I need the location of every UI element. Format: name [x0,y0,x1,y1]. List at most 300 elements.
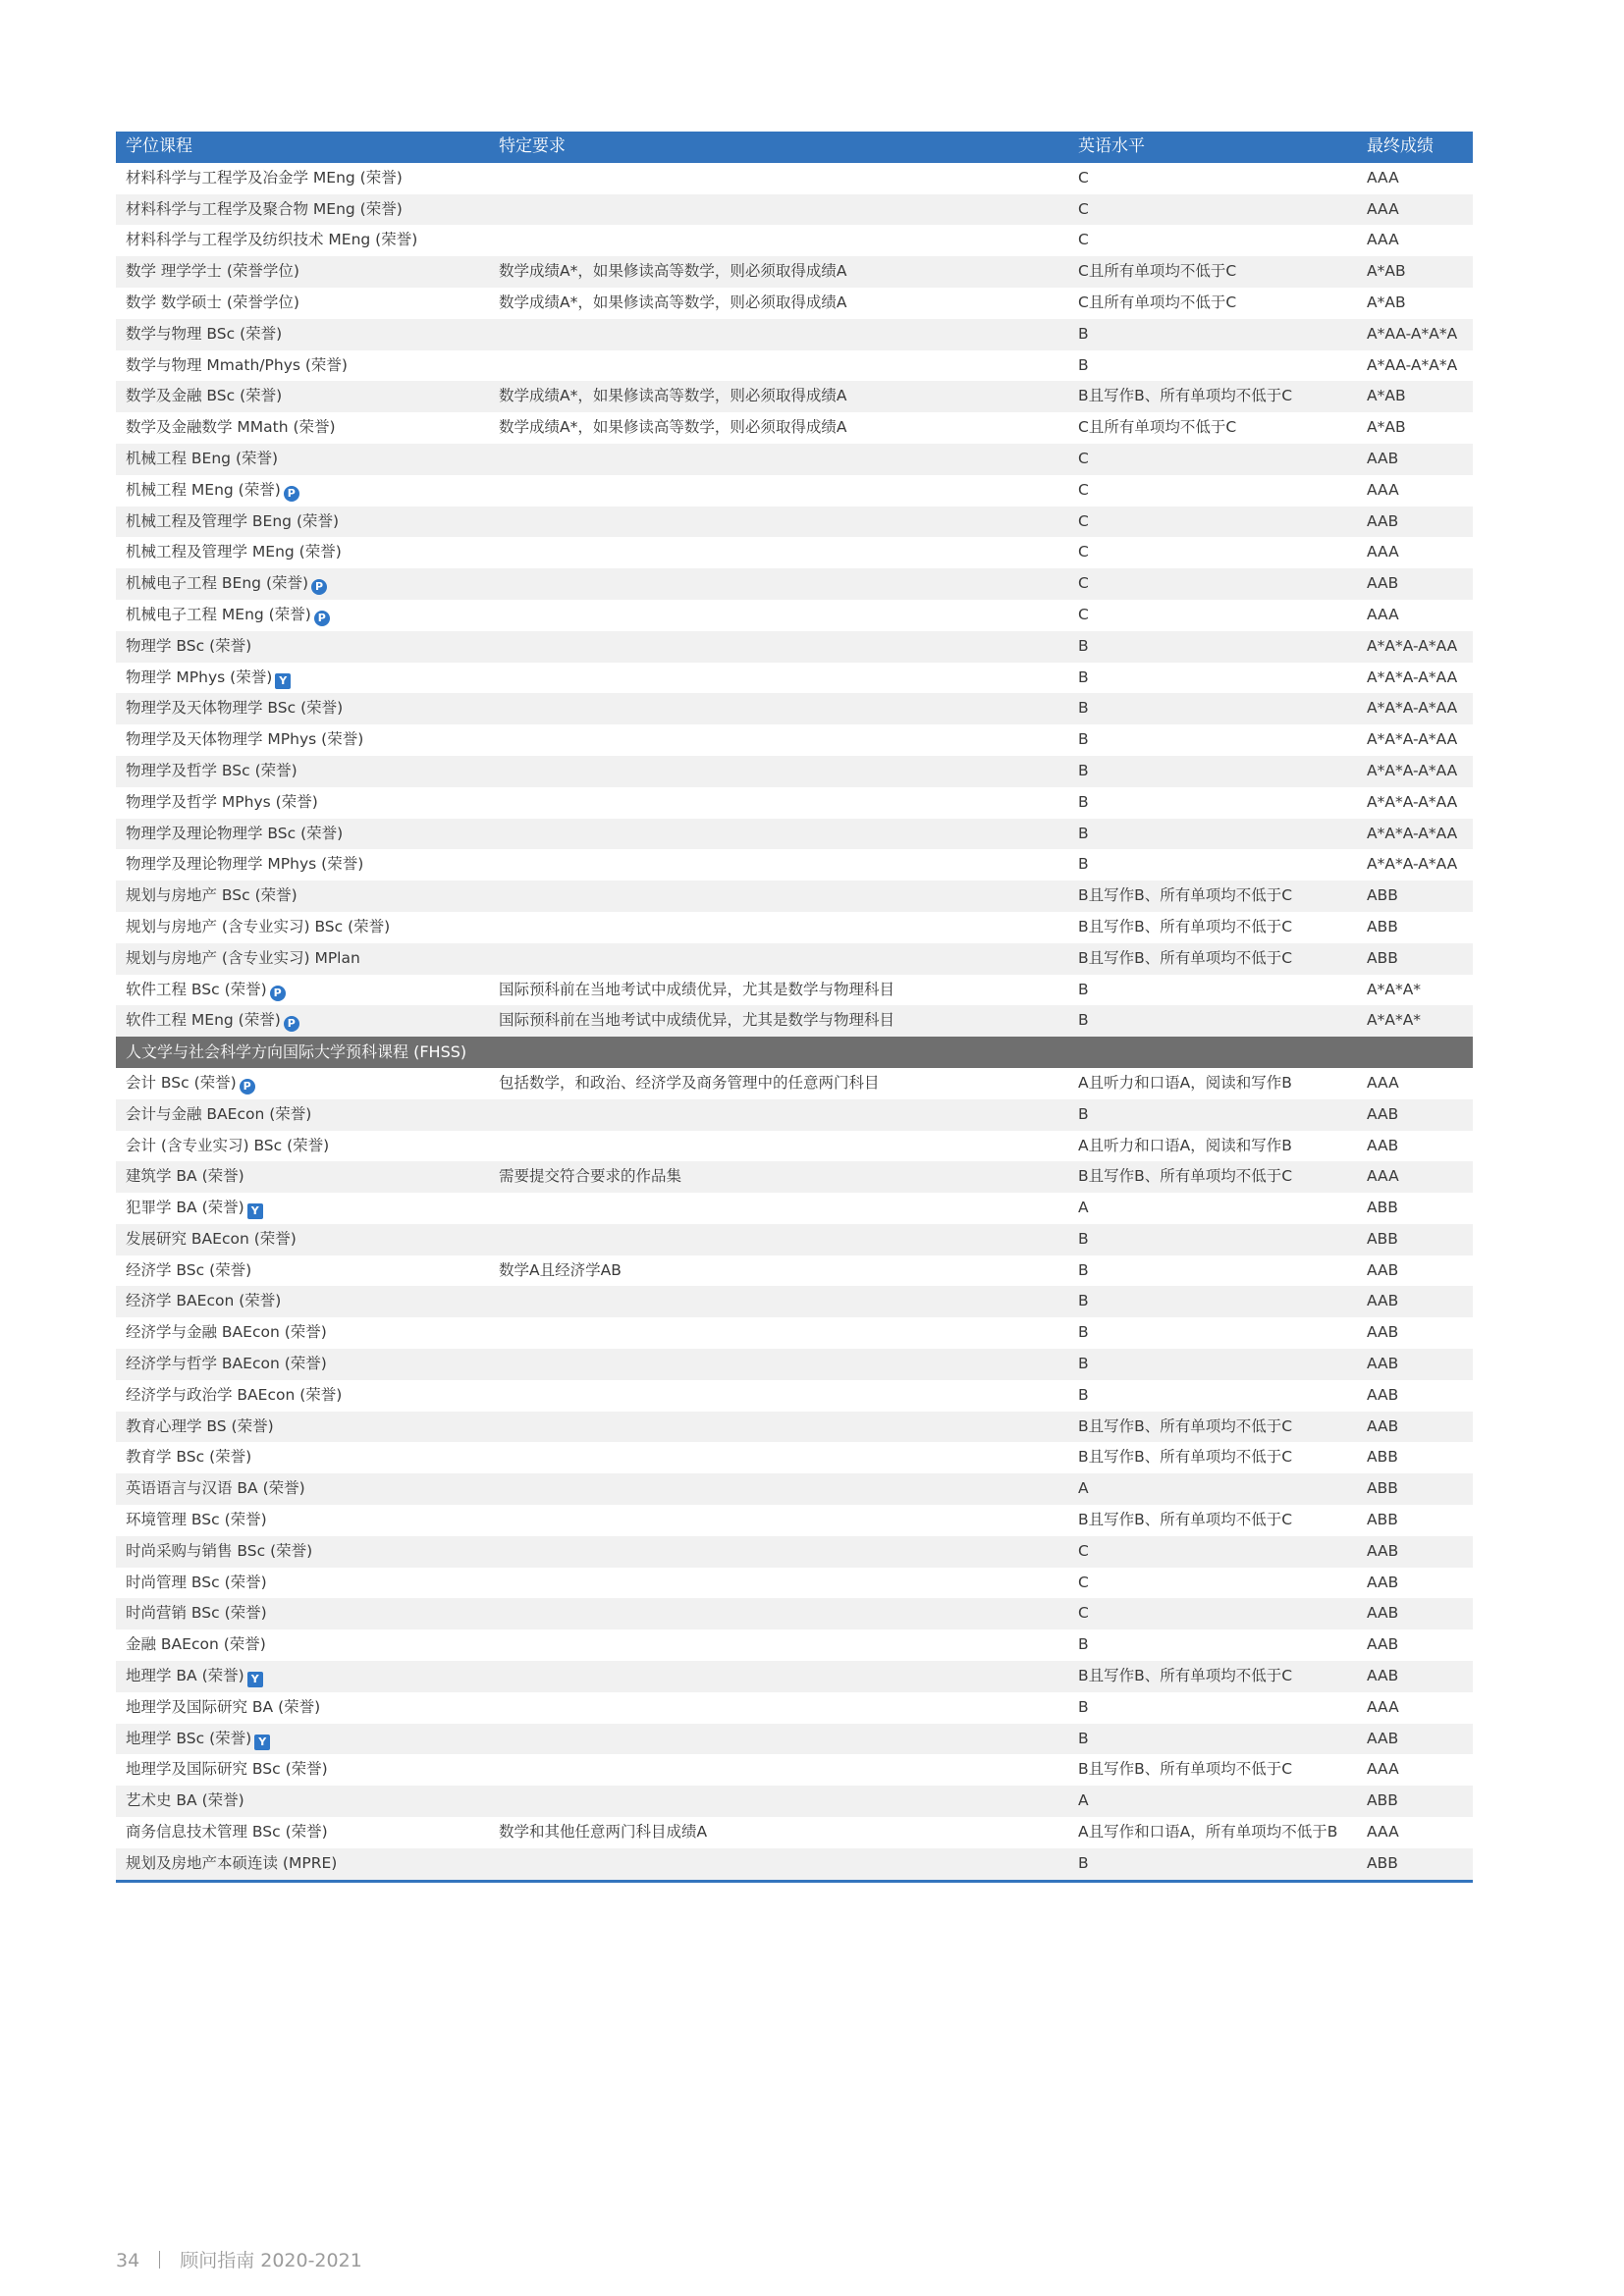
requirement-cell [489,1848,1068,1881]
requirement-cell [489,1193,1068,1224]
requirement-cell [489,600,1068,631]
final-grade-text: AAB [1367,1604,1399,1623]
english-level-cell [1068,1317,1357,1349]
table-row [116,256,1473,288]
table-row [116,1068,1473,1099]
table-row [116,475,1473,507]
english-level-cell [1068,600,1357,631]
course-text: 材料科学与工程学及纺织技术 MEng (荣誉) [126,231,418,249]
placement-badge-icon: P [240,1079,255,1095]
table-row [116,1161,1473,1193]
final-grade-cell [1357,1224,1473,1255]
table-row [116,1005,1473,1037]
final-grade-cell [1357,1568,1473,1599]
final-grade-cell [1357,568,1473,600]
english-level-cell [1068,1099,1357,1131]
english-level-cell [1068,1786,1357,1817]
table-row [116,1629,1473,1661]
english-level-text: C [1078,231,1089,249]
final-grade-cell [1357,288,1473,319]
requirement-cell [489,288,1068,319]
final-grade-cell [1357,1786,1473,1817]
requirement-cell [489,849,1068,881]
english-level-cell [1068,225,1357,256]
requirement-text: 数学A且经济学AB [499,1260,622,1279]
english-level-text: C [1078,574,1089,593]
final-grade-text: ABB [1367,1199,1398,1217]
english-level-cell [1068,1412,1357,1443]
course-text: 数学与物理 BSc (荣誉) [126,324,283,343]
english-level-cell [1068,537,1357,568]
english-level-text: B [1078,1697,1089,1716]
course-cell [116,943,489,975]
table-row [116,787,1473,819]
table-row [116,1505,1473,1536]
english-level-text: B且写作B、所有单项均不低于C [1078,1511,1293,1529]
table-row [116,819,1473,850]
english-level-cell [1068,1005,1357,1037]
english-level-cell [1068,288,1357,319]
english-level-cell [1068,881,1357,912]
course-text: 英语语言与汉语 BA (荣誉) [126,1479,305,1498]
requirement-cell [489,787,1068,819]
table-body [116,163,1473,1881]
table-row [116,1412,1473,1443]
final-grade-text: AAB [1367,1541,1399,1560]
course-cell [116,663,489,694]
final-grade-cell [1357,507,1473,538]
requirement-cell [489,1255,1068,1287]
english-level-cell [1068,787,1357,819]
final-grade-cell [1357,537,1473,568]
requirement-cell [489,381,1068,412]
final-grade-text: A*AB [1367,293,1406,311]
english-level-text: C且所有单项均不低于C [1078,293,1237,311]
course-cell [116,1349,489,1380]
course-cell [116,568,489,600]
english-level-cell [1068,444,1357,475]
table-row [116,1754,1473,1786]
course-cell [116,1380,489,1412]
final-grade-text: AAA [1367,1823,1399,1842]
course-cell [116,724,489,756]
requirement-cell [489,507,1068,538]
final-grade-text: ABB [1367,886,1398,905]
table-row [116,943,1473,975]
final-grade-text: AAB [1367,1260,1399,1279]
english-level-text: B [1078,1635,1089,1654]
english-level-cell [1068,631,1357,663]
course-cell [116,256,489,288]
final-grade-text: ABB [1367,1511,1398,1529]
table-row [116,1224,1473,1255]
table-row [116,288,1473,319]
requirement-cell [489,537,1068,568]
course-text: 物理学及哲学 BSc (荣誉) [126,761,298,779]
course-text: 经济学与金融 BAEcon (荣誉) [126,1323,327,1342]
course-cell [116,1848,489,1881]
requirement-cell [489,1598,1068,1629]
english-level-cell [1068,319,1357,350]
english-level-text: B [1078,1323,1089,1342]
course-text: 材料科学与工程学及冶金学 MEng (荣誉) [126,168,403,187]
course-cell [116,319,489,350]
final-grade-text: AAA [1367,605,1399,623]
final-grade-cell [1357,1380,1473,1412]
english-level-cell [1068,1193,1357,1224]
english-level-text: B [1078,699,1089,718]
final-grade-text: A*A*A-A*AA [1367,824,1458,842]
table-row [116,1724,1473,1755]
requirement-cell [489,663,1068,694]
course-text: 物理学及天体物理学 BSc (荣誉) [126,699,344,718]
english-level-cell [1068,1692,1357,1724]
course-text: 建筑学 BA (荣誉) [126,1167,244,1186]
course-text: 地理学 BSc (荣誉) [126,1729,252,1747]
course-cell [116,1412,489,1443]
english-level-text: B [1078,1729,1089,1747]
table-row [116,1786,1473,1817]
course-cell [116,163,489,194]
requirement-cell [489,225,1068,256]
table-row [116,1442,1473,1473]
requirement-cell [489,1442,1068,1473]
course-text: 数学及金融 BSc (荣誉) [126,387,283,405]
final-grade-cell [1357,1005,1473,1037]
final-grade-cell [1357,756,1473,787]
requirement-cell [489,1349,1068,1380]
year-badge-icon: Y [247,1203,263,1219]
course-cell [116,1505,489,1536]
course-cell [116,507,489,538]
requirement-cell [489,1692,1068,1724]
course-text: 时尚采购与销售 BSc (荣誉) [126,1541,313,1560]
requirement-cell [489,1131,1068,1162]
requirement-text: 数学成绩A*，如果修读高等数学，则必须取得成绩A [499,262,847,281]
final-grade-text: AAA [1367,168,1399,187]
english-level-cell [1068,819,1357,850]
english-level-cell [1068,1131,1357,1162]
english-level-text: B [1078,1260,1089,1279]
final-grade-text: ABB [1367,948,1398,967]
final-grade-text: ABB [1367,1791,1398,1810]
final-grade-cell [1357,724,1473,756]
final-grade-cell [1357,1536,1473,1568]
final-grade-cell [1357,1255,1473,1287]
table-row [116,756,1473,787]
table-row [116,163,1473,194]
english-level-cell [1068,1568,1357,1599]
course-cell [116,444,489,475]
final-grade-cell [1357,381,1473,412]
english-level-cell [1068,381,1357,412]
course-cell [116,1131,489,1162]
requirement-cell [489,194,1068,226]
english-level-text: B [1078,324,1089,343]
header-course: 学位课程 [116,132,489,163]
english-level-text: C [1078,168,1089,187]
final-grade-cell [1357,849,1473,881]
requirement-cell [489,1786,1068,1817]
final-grade-text: AAB [1367,1355,1399,1373]
table-row [116,1099,1473,1131]
course-cell [116,787,489,819]
final-grade-text: A*AA-A*A*A [1367,355,1458,374]
course-text: 地理学及国际研究 BSc (荣誉) [126,1760,328,1779]
final-grade-cell [1357,1286,1473,1317]
final-grade-cell [1357,693,1473,724]
english-level-cell [1068,1661,1357,1692]
requirement-cell [489,943,1068,975]
final-grade-cell [1357,350,1473,382]
course-text: 时尚营销 BSc (荣誉) [126,1604,267,1623]
final-grade-cell [1357,943,1473,975]
course-text: 时尚管理 BSc (荣誉) [126,1573,267,1591]
requirement-cell [489,1005,1068,1037]
final-grade-cell [1357,1442,1473,1473]
requirement-cell [489,631,1068,663]
header-special-requirements: 特定要求 [489,132,1068,163]
final-grade-cell [1357,1692,1473,1724]
course-text: 教育学 BSc (荣誉) [126,1448,252,1467]
course-cell [116,537,489,568]
final-grade-cell [1357,194,1473,226]
english-level-cell [1068,1473,1357,1505]
final-grade-text: A*A*A* [1367,1011,1422,1030]
course-text: 数学 理学学士 (荣誉学位) [126,262,299,281]
final-grade-text: ABB [1367,1479,1398,1498]
final-grade-text: A*A*A-A*AA [1367,855,1458,874]
requirement-cell [489,756,1068,787]
table-row [116,507,1473,538]
table-row [116,568,1473,600]
course-cell [116,1754,489,1786]
table-row [116,1598,1473,1629]
course-cell [116,975,489,1006]
final-grade-cell [1357,600,1473,631]
final-grade-text: A*A*A-A*AA [1367,667,1458,686]
course-cell [116,756,489,787]
course-text: 机械电子工程 MEng (荣誉) [126,605,311,623]
english-level-text: B且写作B、所有单项均不低于C [1078,387,1293,405]
english-level-text: B [1078,667,1089,686]
english-level-text: B [1078,824,1089,842]
final-grade-text: ABB [1367,917,1398,935]
course-cell [116,1099,489,1131]
table-row [116,1349,1473,1380]
table-row [116,319,1473,350]
final-grade-text: A*AA-A*A*A [1367,324,1458,343]
requirement-cell [489,350,1068,382]
english-level-text: B [1078,355,1089,374]
final-grade-cell [1357,475,1473,507]
english-level-cell [1068,943,1357,975]
english-level-cell [1068,1161,1357,1193]
table-row [116,663,1473,694]
final-grade-cell [1357,412,1473,444]
english-level-cell [1068,1286,1357,1317]
course-text: 物理学 MPhys (荣誉) [126,667,273,686]
english-level-cell [1068,849,1357,881]
english-level-text: B且写作B、所有单项均不低于C [1078,917,1293,935]
final-grade-cell [1357,975,1473,1006]
course-cell [116,1661,489,1692]
year-badge-icon: Y [275,673,291,689]
requirement-text: 包括数学，和政治、经济学及商务管理中的任意两门科目 [499,1073,880,1092]
table-row [116,849,1473,881]
table-row [116,537,1473,568]
course-text: 商务信息技术管理 BSc (荣誉) [126,1823,328,1842]
table-row [116,1193,1473,1224]
table-row [116,1473,1473,1505]
table-row [116,1692,1473,1724]
english-level-text: B [1078,1229,1089,1248]
course-text: 环境管理 BSc (荣誉) [126,1511,267,1529]
final-grade-cell [1357,1848,1473,1881]
final-grade-cell [1357,319,1473,350]
course-cell [116,225,489,256]
requirement-cell [489,1161,1068,1193]
english-level-cell [1068,1068,1357,1099]
final-grade-text: A*AB [1367,418,1406,437]
course-text: 教育心理学 BS (荣誉) [126,1416,274,1435]
english-level-cell [1068,194,1357,226]
english-level-cell [1068,1380,1357,1412]
final-grade-cell [1357,1754,1473,1786]
english-level-text: C [1078,199,1089,218]
english-level-cell [1068,1349,1357,1380]
course-cell [116,1629,489,1661]
english-level-text: A且写作和口语A，所有单项均不低于B [1078,1823,1338,1842]
course-text: 会计 BSc (荣誉) [126,1073,237,1092]
final-grade-text: AAB [1367,449,1399,467]
english-level-cell [1068,475,1357,507]
table-row [116,1317,1473,1349]
final-grade-text: AAA [1367,1697,1399,1716]
requirement-text: 数学成绩A*，如果修读高等数学，则必须取得成绩A [499,387,847,405]
final-grade-cell [1357,912,1473,943]
final-grade-cell [1357,1131,1473,1162]
english-level-text: C且所有单项均不低于C [1078,262,1237,281]
table-row [116,975,1473,1006]
course-cell [116,350,489,382]
final-grade-text: ABB [1367,1229,1398,1248]
english-level-text: B [1078,1853,1089,1872]
course-cell [116,819,489,850]
requirement-cell [489,975,1068,1006]
course-text: 机械工程及管理学 BEng (荣誉) [126,511,340,530]
final-grade-cell [1357,256,1473,288]
table-row [116,444,1473,475]
table-row [116,1286,1473,1317]
table-row [116,912,1473,943]
table-row [116,631,1473,663]
requirement-cell [489,256,1068,288]
course-cell [116,1286,489,1317]
requirement-cell [489,475,1068,507]
course-cell [116,1692,489,1724]
entry-requirements-table [116,132,1473,1883]
course-text: 机械工程及管理学 MEng (荣誉) [126,543,342,561]
course-cell [116,1224,489,1255]
course-text: 软件工程 BSc (荣誉) [126,980,267,998]
final-grade-text: AAA [1367,1760,1399,1779]
final-grade-cell [1357,1161,1473,1193]
table-row [116,724,1473,756]
english-level-cell [1068,1224,1357,1255]
final-grade-text: A*A*A* [1367,980,1422,998]
english-level-cell [1068,163,1357,194]
english-level-cell [1068,1848,1357,1881]
final-grade-cell [1357,1349,1473,1380]
requirement-cell [489,819,1068,850]
year-badge-icon: Y [254,1735,270,1750]
english-level-text: B [1078,1385,1089,1404]
english-level-cell [1068,1255,1357,1287]
course-text: 物理学及理论物理学 BSc (荣誉) [126,824,344,842]
course-text: 经济学 BSc (荣誉) [126,1260,252,1279]
course-text: 机械工程 MEng (荣誉) [126,480,281,499]
table-row [116,1661,1473,1692]
english-level-text: B [1078,855,1089,874]
table-row [116,412,1473,444]
final-grade-text: A*A*A-A*AA [1367,730,1458,749]
placement-badge-icon: P [314,611,330,626]
table-row [116,1568,1473,1599]
english-level-text: B [1078,1011,1089,1030]
requirement-cell [489,1629,1068,1661]
final-grade-cell [1357,1099,1473,1131]
final-grade-cell [1357,663,1473,694]
course-cell [116,693,489,724]
course-cell [116,475,489,507]
course-cell [116,849,489,881]
final-grade-text: A*A*A-A*AA [1367,761,1458,779]
requirement-cell [489,1754,1068,1786]
final-grade-cell [1357,1193,1473,1224]
table-row [116,381,1473,412]
footer-divider [159,2251,160,2269]
course-text: 物理学 BSc (荣誉) [126,636,252,655]
placement-badge-icon: P [311,579,327,595]
requirement-text: 数学和其他任意两门科目成绩A [499,1823,708,1842]
course-cell [116,1786,489,1817]
header-english-level: 英语水平 [1068,132,1357,163]
page-number: 34 [116,2250,140,2271]
course-cell [116,412,489,444]
requirement-cell [489,444,1068,475]
final-grade-text: AAB [1367,1385,1399,1404]
course-text: 机械工程 BEng (荣誉) [126,449,279,467]
final-grade-text: AAB [1367,1292,1399,1310]
english-level-cell [1068,1505,1357,1536]
final-grade-cell [1357,1317,1473,1349]
english-level-text: C [1078,543,1089,561]
english-level-cell [1068,412,1357,444]
final-grade-text: AAA [1367,480,1399,499]
course-cell [116,1817,489,1848]
final-grade-cell [1357,631,1473,663]
english-level-cell [1068,1817,1357,1848]
english-level-cell [1068,663,1357,694]
table-row [116,1255,1473,1287]
final-grade-text: ABB [1367,1853,1398,1872]
requirement-cell [489,912,1068,943]
course-text: 机械电子工程 BEng (荣誉) [126,574,309,593]
english-level-text: A且听力和口语A，阅读和写作B [1078,1136,1292,1154]
course-cell [116,1568,489,1599]
english-level-text: B [1078,730,1089,749]
